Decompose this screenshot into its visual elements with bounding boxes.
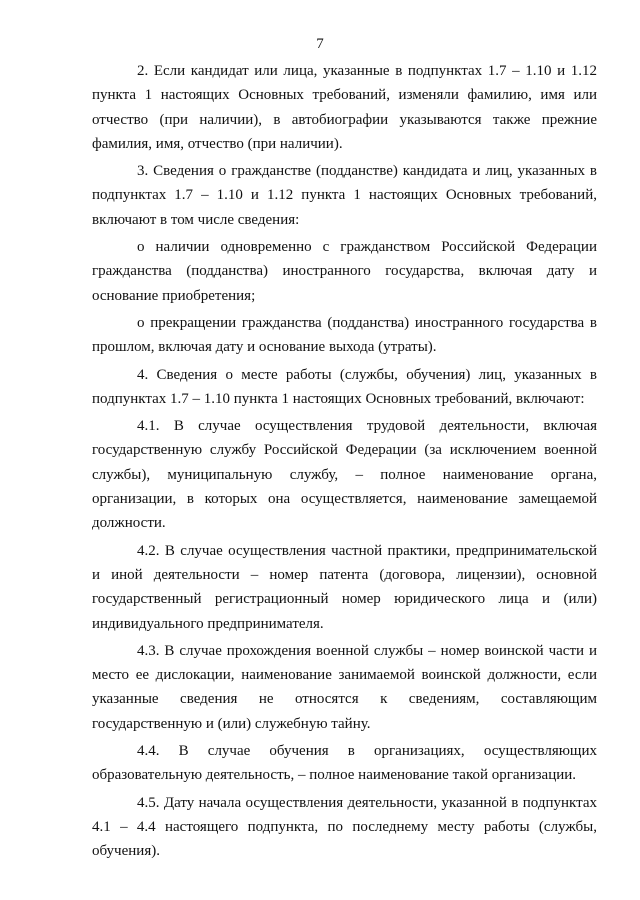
paragraph-4-4: 4.4. В случае обучения в организациях, осуществляющих образовательную деятельность, – полное наименование такой организации. bbox=[92, 743, 597, 784]
paragraph-4-2: 4.2. В случае осуществления частной практики, предпринимательской и иной деятельности – номер патента (договора, лицензии), основной государственный регистрационный номер юридического лица и (или) индивидуального предпринимателя. bbox=[92, 542, 597, 632]
paragraph-3: 3. Сведения о гражданстве (подданстве) кандидата и лиц, указанных в подпунктах 1.7 – 1.10 и 1.12 пункта 1 настоящих Основных требований, включают в том числе сведения: bbox=[92, 163, 597, 228]
paragraph-2: 2. Если кандидат или лица, указанные в подпунктах 1.7 – 1.10 и 1.12 пункта 1 настоящих Основных требований, изменяли фамилию, имя или отчество (при наличии), в автобиографии указываются также прежние фамилия, имя, отчество (при наличии). bbox=[92, 63, 597, 152]
paragraph-4-5: 4.5. Дату начала осуществления деятельности, указанной в подпунктах 4.1 – 4.4 настоящего подпункта, по последнему месту работы (службы, обучения). bbox=[92, 794, 597, 860]
paragraph-4-1: 4.1. В случае осуществления трудовой деятельности, включая государственную службу Российской Федерации (за исключением военной службы), муниципальную службу, – полное наименование органа, организации, в которых она осуществляется, наименование замещаемой должности. bbox=[92, 418, 597, 532]
document-body bbox=[92, 59, 597, 867]
paragraph-3-item-2: о прекращении гражданства (подданства) иностранного государства в прошлом, включая дату и основание выхода (утраты). bbox=[92, 314, 597, 356]
page-number: 7 bbox=[316, 36, 324, 52]
paragraph-4: 4. Сведения о месте работы (службы, обучения) лиц, указанных в подпунктах 1.7 – 1.10 пункта 1 настоящих Основных требований, включают: bbox=[92, 366, 597, 407]
paragraph-4-3: 4.3. В случае прохождения военной службы – номер воинской части и место ее дислокации, наименование занимаемой воинской должности, если указанные сведения не относятся к сведениям, составляющим государственную и (или) служебную тайну. bbox=[92, 642, 597, 732]
paragraph-3-item-1: о наличии одновременно с гражданством Российской Федерации гражданства (подданства) иностранного государства, включая дату и основание приобретения; bbox=[92, 239, 597, 304]
